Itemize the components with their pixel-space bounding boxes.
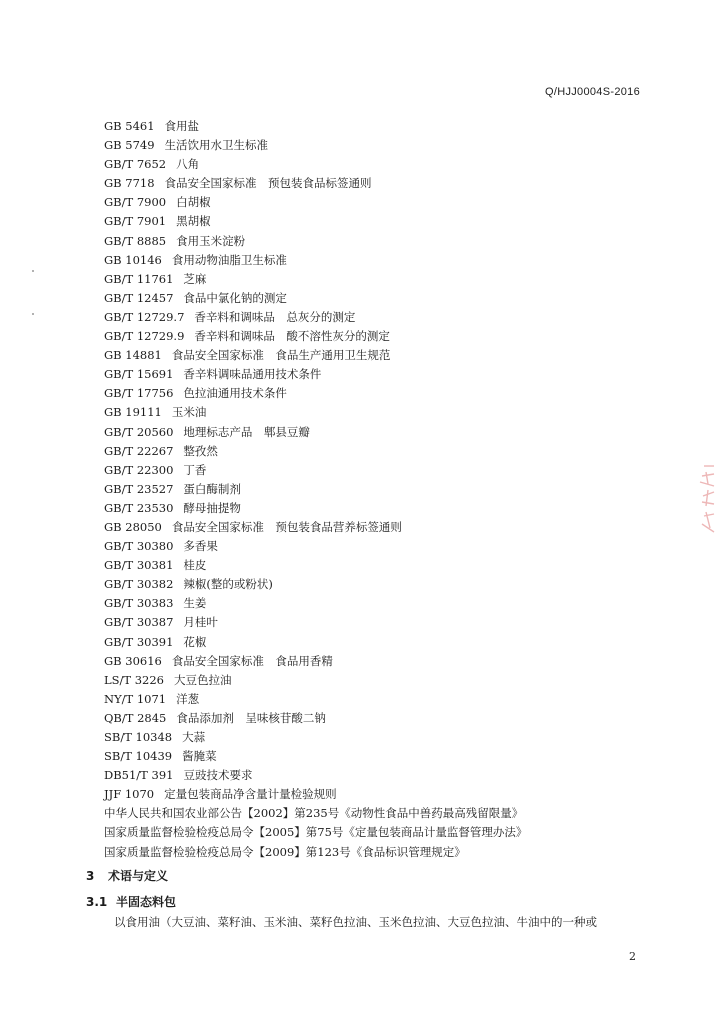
standard-code: GB/T 7901 — [104, 214, 167, 229]
page-number: 2 — [629, 950, 636, 963]
reference-item — [104, 747, 527, 766]
reference-item — [104, 117, 527, 136]
standard-title: 生姜 — [183, 596, 207, 611]
standard-title: 酱腌菜 — [182, 749, 217, 764]
reference-item — [104, 690, 527, 709]
subsection-title: 半固态料包 — [116, 895, 177, 909]
standard-code: GB/T 7652 — [104, 157, 167, 172]
standard-title: 花椒 — [183, 634, 207, 649]
reference-item — [104, 633, 527, 652]
reference-item — [104, 423, 527, 442]
reference-item — [104, 575, 527, 594]
reference-item — [104, 155, 527, 174]
reference-item — [104, 193, 527, 212]
reference-item — [104, 480, 527, 499]
reference-item — [104, 652, 527, 671]
standard-code: GB/T 12729.7 — [104, 309, 185, 324]
reference-item — [104, 346, 527, 365]
standard-code: GB/T 30381 — [104, 558, 174, 573]
standard-code: SB/T 10348 — [104, 730, 173, 744]
reference-item — [104, 174, 527, 193]
subsection-number: 3.1 — [86, 895, 108, 909]
reference-item — [104, 804, 527, 823]
normative-references-list — [104, 117, 527, 862]
reference-item — [104, 671, 527, 690]
standard-title: 玉米油 — [171, 405, 207, 420]
reference-item — [104, 709, 527, 728]
reference-item — [104, 518, 527, 537]
standard-title: 丁香 — [183, 462, 207, 477]
standard-title: 月桂叶 — [183, 615, 218, 630]
standard-code: QB/T 2845 — [104, 710, 167, 725]
standard-code: GB/T 17756 — [104, 386, 174, 401]
standard-code: GB/T 7900 — [104, 195, 167, 210]
standard-code: GB 5461 — [104, 119, 155, 133]
red-seal-fragment — [694, 462, 716, 542]
standard-title: 食用玉米淀粉 — [176, 233, 246, 248]
standard-code: GB/T 20560 — [104, 424, 174, 439]
standard-code: GB/T 12457 — [104, 290, 174, 305]
standard-title: 酵母抽提物 — [183, 500, 241, 515]
standard-code: DB51/T 391 — [104, 768, 174, 783]
reference-item — [104, 823, 527, 842]
standard-title: 食用盐 — [164, 119, 200, 133]
standard-code: GB/T 22267 — [104, 443, 174, 458]
reference-item — [104, 365, 527, 384]
standard-title: 大豆色拉油 — [173, 672, 232, 687]
standard-title: 食品安全国家标准 食品生产通用卫生规范 — [171, 348, 391, 363]
standard-code: GB/T 23527 — [104, 481, 174, 496]
standard-title: 食品中氯化钠的测定 — [183, 290, 287, 305]
standard-title: 洋葱 — [176, 691, 200, 706]
standard-code: GB 28050 — [104, 519, 162, 534]
reference-item — [104, 136, 527, 155]
standard-code: NY/T 1071 — [104, 691, 167, 706]
reference-item — [104, 384, 527, 403]
standard-code: GB 7718 — [104, 176, 155, 191]
standard-code: GB/T 30383 — [104, 596, 174, 611]
standard-code: GB/T 30380 — [104, 539, 174, 554]
standard-title: 定量包装商品净含量计量检验规则 — [164, 787, 337, 802]
reference-item — [104, 843, 527, 862]
standard-title: 黑胡椒 — [176, 214, 211, 229]
standard-title: 色拉油通用技术条件 — [183, 386, 287, 401]
standard-code: GB 14881 — [104, 348, 162, 363]
reference-item — [104, 613, 527, 632]
standard-code: GB/T 15691 — [104, 367, 174, 382]
standard-code: GB/T 30382 — [104, 577, 174, 592]
standard-title: 香辛料和调味品 总灰分的测定 — [194, 309, 356, 324]
standard-code: GB/T 30391 — [104, 634, 174, 649]
standard-title: 国家质量监督检验检疫总局令【2009】第123号《食品标识管理规定》 — [104, 844, 466, 859]
standard-title: 八角 — [176, 157, 200, 172]
subsection-heading — [86, 893, 176, 910]
standard-code: GB/T 30387 — [104, 615, 174, 630]
reference-item — [104, 499, 527, 518]
standard-title: 中华人民共和国农业部公告【2002】第235号《动物性食品中兽药最高残留限量》 — [104, 806, 524, 821]
standard-code: JJF 1070 — [104, 787, 155, 802]
standard-title: 食用动物油脂卫生标准 — [171, 252, 287, 267]
standard-title: 芝麻 — [183, 271, 207, 286]
scan-speck — [32, 313, 34, 315]
standard-title: 香辛料调味品通用技术条件 — [183, 367, 322, 382]
section-heading — [86, 867, 168, 884]
standard-code: GB/T 8885 — [104, 233, 167, 248]
reference-item — [104, 232, 527, 251]
standard-title: 国家质量监督检验检疫总局令【2005】第75号《定量包装商品计量监督管理办法》 — [104, 825, 528, 840]
standard-title: 桂皮 — [183, 558, 207, 573]
standard-title: 食品安全国家标准 食品用香精 — [171, 653, 333, 668]
section-number: 3 — [86, 869, 95, 883]
standard-title: 地理标志产品 郫县豆瓣 — [183, 424, 310, 439]
reference-item — [104, 594, 527, 613]
reference-item — [104, 537, 527, 556]
standard-title: 多香果 — [183, 539, 218, 554]
reference-item — [104, 308, 527, 327]
reference-item — [104, 785, 527, 804]
reference-item — [104, 327, 527, 346]
reference-item — [104, 251, 527, 270]
standard-title: 食品安全国家标准 预包装食品营养标签通则 — [171, 519, 402, 534]
standard-code: GB 5749 — [104, 138, 155, 153]
reference-item — [104, 461, 527, 480]
reference-item — [104, 403, 527, 422]
standard-code: GB 30616 — [104, 653, 162, 668]
scan-speck — [32, 270, 34, 272]
standard-title: 食品添加剂 呈味核苷酸二钠 — [176, 710, 326, 725]
standard-title: 整孜然 — [183, 443, 218, 458]
reference-item — [104, 289, 527, 308]
reference-item — [104, 270, 527, 289]
standard-code: GB/T 12729.9 — [104, 329, 185, 344]
reference-item — [104, 442, 527, 461]
standard-title: 白胡椒 — [176, 195, 211, 210]
standard-title: 生活饮用水卫生标准 — [164, 138, 269, 153]
standard-code: GB/T 22300 — [104, 462, 174, 477]
standard-code: GB 10146 — [104, 252, 162, 267]
standard-code: GB/T 11761 — [104, 271, 174, 286]
standard-code: GB 19111 — [104, 405, 162, 420]
standard-title: 辣椒(整的或粉状) — [183, 577, 273, 592]
standard-code: SB/T 10439 — [104, 749, 173, 764]
standard-code: GB/T 23530 — [104, 500, 174, 515]
standard-title: 大蒜 — [182, 730, 206, 744]
reference-item — [104, 728, 527, 747]
section-title: 术语与定义 — [108, 869, 169, 883]
standard-title: 食品安全国家标准 预包装食品标签通则 — [164, 176, 372, 191]
reference-item — [104, 556, 527, 575]
reference-item — [104, 212, 527, 231]
standard-title: 豆豉技术要求 — [183, 768, 253, 783]
standard-title: 蛋白酶制剂 — [183, 481, 241, 496]
standard-code: LS/T 3226 — [104, 672, 164, 687]
standard-title: 香辛料和调味品 酸不溶性灰分的测定 — [194, 329, 390, 344]
definition-paragraph: 以食用油（大豆油、菜籽油、玉米油、菜籽色拉油、玉米色拉油、大豆色拉油、牛油中的一种或 — [114, 915, 597, 929]
document-code: Q/HJJ0004S-2016 — [545, 86, 640, 98]
reference-item — [104, 766, 527, 785]
